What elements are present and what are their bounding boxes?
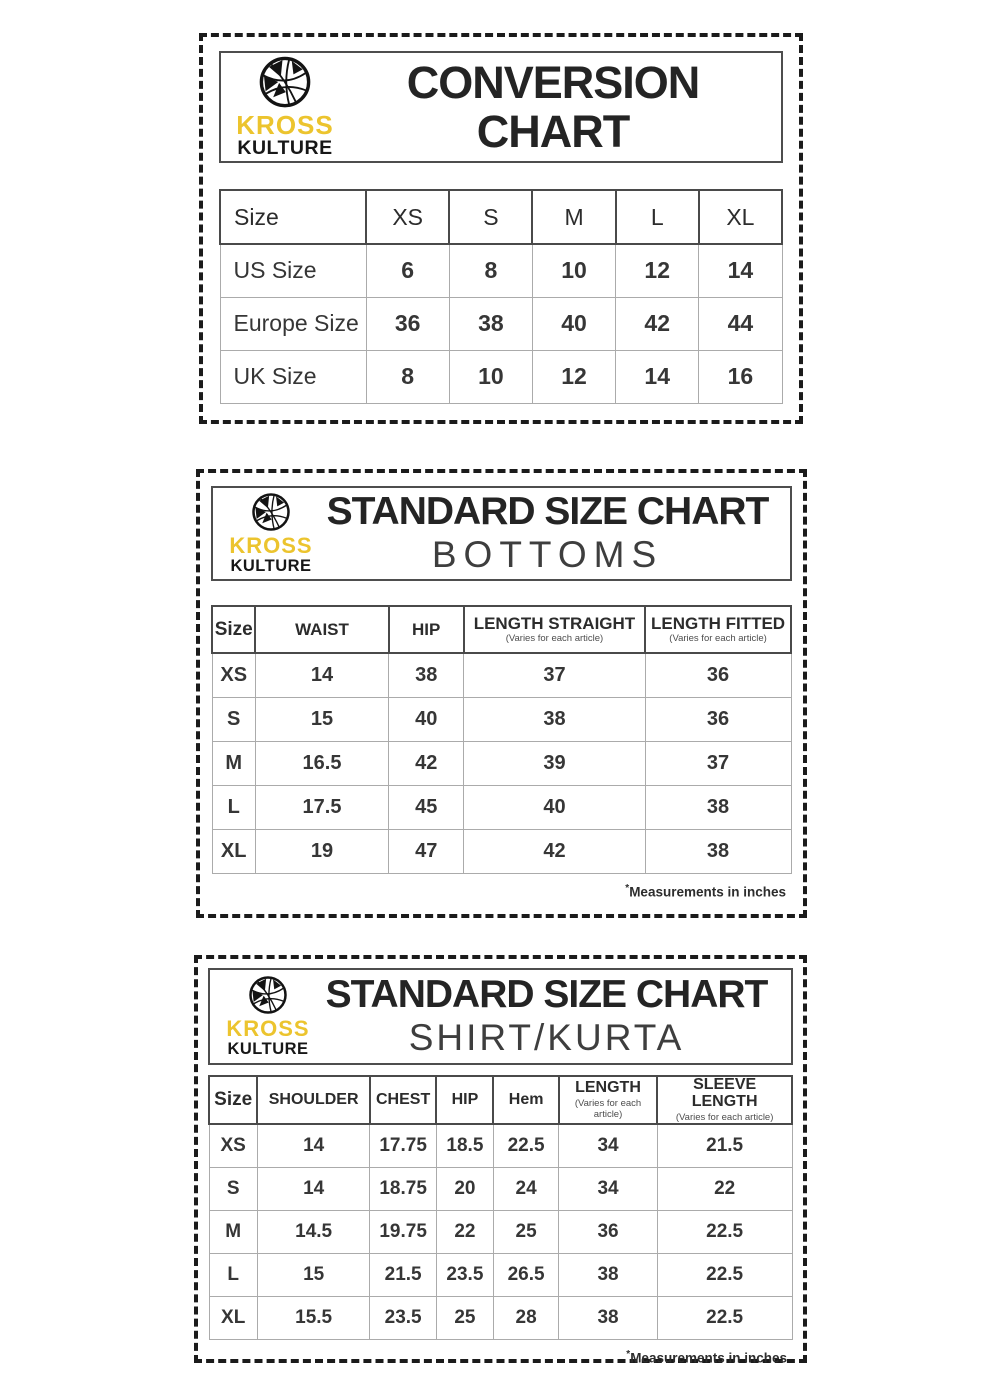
cell: 23.5: [370, 1296, 436, 1339]
cell: 26.5: [493, 1253, 558, 1296]
table-header-row: [220, 190, 782, 244]
size-label: M: [212, 741, 255, 785]
cell: 39: [464, 741, 645, 785]
cell: 36: [645, 653, 791, 697]
cell: 21.5: [370, 1253, 436, 1296]
cell: 21.5: [657, 1124, 792, 1167]
cell: 37: [645, 741, 791, 785]
cell: 14: [257, 1167, 370, 1210]
size-label: XS: [212, 653, 255, 697]
header-cell-chest: CHEST: [370, 1076, 436, 1124]
table-header-row: [212, 606, 791, 653]
cell: 12: [616, 244, 699, 297]
table-row-l: [209, 1253, 792, 1296]
size-label: L: [212, 785, 255, 829]
cell: 38: [449, 297, 532, 350]
cell: 14: [257, 1124, 370, 1167]
cell: 22.5: [657, 1296, 792, 1339]
row-label: US Size: [220, 244, 366, 297]
cell: 15: [257, 1253, 370, 1296]
header-label: LENGTH: [575, 1079, 641, 1097]
cell: 22.5: [493, 1124, 558, 1167]
header-label: LENGTH STRAIGHT: [473, 613, 636, 633]
panel-header: [219, 51, 783, 163]
header-cell-size: Size: [212, 606, 255, 653]
header-note: (Varies for each article): [669, 633, 767, 645]
brand-logo: [222, 975, 314, 1058]
panel-subtitle: BOTTOMS: [431, 533, 664, 575]
cell: 38: [559, 1296, 658, 1339]
row-label: UK Size: [220, 350, 366, 403]
cell: 10: [532, 244, 615, 297]
panel-title: CONVERSION CHART: [406, 56, 700, 157]
cell: 15: [255, 697, 388, 741]
cell: 38: [559, 1253, 658, 1296]
brand-logo: [233, 55, 337, 159]
cell: 36: [559, 1210, 658, 1253]
table-row-uk-size: [220, 350, 782, 403]
cell: 14: [616, 350, 699, 403]
footnote-asterisk: *: [625, 882, 630, 894]
basketball-icon: [248, 975, 288, 1015]
cell: 40: [464, 785, 645, 829]
cell: 25: [436, 1296, 493, 1339]
header-label: SLEEVE LENGTH: [691, 1076, 758, 1110]
panel-header: [208, 968, 793, 1065]
header-cell-size: Size: [209, 1076, 257, 1124]
cell: 40: [389, 697, 464, 741]
size-label: S: [212, 697, 255, 741]
cell: 25: [493, 1210, 558, 1253]
bottoms-size-chart-panel: [196, 469, 807, 918]
brand-name-kulture: KULTURE: [230, 557, 312, 576]
brand-name-kulture: KULTURE: [237, 137, 333, 160]
table-row-s: [209, 1167, 792, 1210]
cell: 45: [389, 785, 464, 829]
footnote-text: Measurements in inches: [629, 884, 786, 899]
cell: 36: [366, 297, 449, 350]
header-note: (Varies for each article): [675, 1111, 774, 1123]
cell: 17.5: [255, 785, 388, 829]
cell: 16.5: [255, 741, 388, 785]
footnote-asterisk: *: [626, 1348, 631, 1360]
footnote: [211, 883, 792, 900]
size-label: XS: [209, 1124, 257, 1167]
header-cell-length: [559, 1076, 658, 1124]
cell: 28: [493, 1296, 558, 1339]
title-wrap: [317, 491, 778, 576]
cell: 22.5: [657, 1253, 792, 1296]
cell: 44: [699, 297, 782, 350]
size-label: M: [209, 1210, 257, 1253]
cell: 24: [493, 1167, 558, 1210]
cell: 23.5: [436, 1253, 493, 1296]
cell: 38: [645, 829, 791, 873]
footnote: [208, 1349, 793, 1366]
table-row-m: [209, 1210, 792, 1253]
header-cell-xl: XL: [699, 190, 782, 244]
cell: 12: [532, 350, 615, 403]
cell: 47: [389, 829, 464, 873]
cell: 38: [389, 653, 464, 697]
size-label: XL: [209, 1296, 257, 1339]
cell: 15.5: [257, 1296, 370, 1339]
cell: 17.75: [370, 1124, 436, 1167]
cell: 16: [699, 350, 782, 403]
cell: 42: [464, 829, 645, 873]
header-cell-sleeve-length: [657, 1076, 792, 1124]
panel-header: [211, 486, 792, 581]
header-cell-hip: HIP: [436, 1076, 493, 1124]
brand-name-kross: KROSS: [229, 533, 313, 559]
brand-name-kross: KROSS: [236, 110, 334, 141]
cell: 19: [255, 829, 388, 873]
table-row-l: [212, 785, 791, 829]
shirt-kurta-size-table: [208, 1075, 793, 1340]
basketball-icon: [251, 492, 291, 532]
cell: 22.5: [657, 1210, 792, 1253]
cell: 14: [699, 244, 782, 297]
table-row-xl: [212, 829, 791, 873]
title-wrap: [337, 58, 769, 157]
cell: 18.5: [436, 1124, 493, 1167]
table-row-xl: [209, 1296, 792, 1339]
cell: 20: [436, 1167, 493, 1210]
header-cell-l: L: [616, 190, 699, 244]
header-cell-shoulder: SHOULDER: [257, 1076, 370, 1124]
cell: 40: [532, 297, 615, 350]
header-cell-s: S: [449, 190, 532, 244]
header-cell-length-fitted: [645, 606, 791, 653]
table-row-europe-size: [220, 297, 782, 350]
header-cell-m: M: [532, 190, 615, 244]
conversion-table: [219, 189, 783, 404]
table-row-s: [212, 697, 791, 741]
cell: 10: [449, 350, 532, 403]
cell: 42: [389, 741, 464, 785]
title-wrap: [314, 974, 779, 1059]
cell: 42: [616, 297, 699, 350]
cell: 6: [366, 244, 449, 297]
row-label: Europe Size: [220, 297, 366, 350]
cell: 22: [657, 1167, 792, 1210]
bottoms-size-table: [211, 605, 792, 874]
header-cell-size: Size: [220, 190, 366, 244]
cell: 14: [255, 653, 388, 697]
cell: 19.75: [370, 1210, 436, 1253]
cell: 8: [366, 350, 449, 403]
brand-name-kulture: KULTURE: [227, 1040, 309, 1059]
table-row-xs: [212, 653, 791, 697]
header-label: LENGTH FITTED: [650, 613, 786, 633]
header-cell-hem: Hem: [493, 1076, 558, 1124]
header-cell-waist: WAIST: [255, 606, 388, 653]
header-cell-xs: XS: [366, 190, 449, 244]
cell: 38: [464, 697, 645, 741]
basketball-icon: [258, 55, 312, 109]
panel-title: STANDARD SIZE CHART: [325, 972, 768, 1016]
panel-title: STANDARD SIZE CHART: [326, 489, 769, 533]
header-note: (Varies for each article): [505, 633, 604, 645]
table-row-us-size: [220, 244, 782, 297]
cell: 22: [436, 1210, 493, 1253]
size-label: L: [209, 1253, 257, 1296]
footnote-text: Measurements in inches: [630, 1350, 787, 1365]
header-note: (Varies for each article): [574, 1097, 642, 1120]
cell: 36: [645, 697, 791, 741]
cell: 34: [559, 1167, 658, 1210]
brand-name-kross: KROSS: [226, 1016, 310, 1042]
header-cell-hip: HIP: [389, 606, 464, 653]
cell: 34: [559, 1124, 658, 1167]
size-label: S: [209, 1167, 257, 1210]
table-row-m: [212, 741, 791, 785]
cell: 37: [464, 653, 645, 697]
brand-logo: [225, 492, 317, 575]
cell: 38: [645, 785, 791, 829]
cell: 18.75: [370, 1167, 436, 1210]
panel-subtitle: SHIRT/KURTA: [408, 1016, 685, 1058]
shirt-kurta-size-chart-panel: [194, 955, 807, 1363]
table-row-xs: [209, 1124, 792, 1167]
size-label: XL: [212, 829, 255, 873]
conversion-chart-panel: [199, 33, 803, 424]
cell: 14.5: [257, 1210, 370, 1253]
cell: 8: [449, 244, 532, 297]
table-header-row: [209, 1076, 792, 1124]
header-cell-length-straight: [464, 606, 645, 653]
